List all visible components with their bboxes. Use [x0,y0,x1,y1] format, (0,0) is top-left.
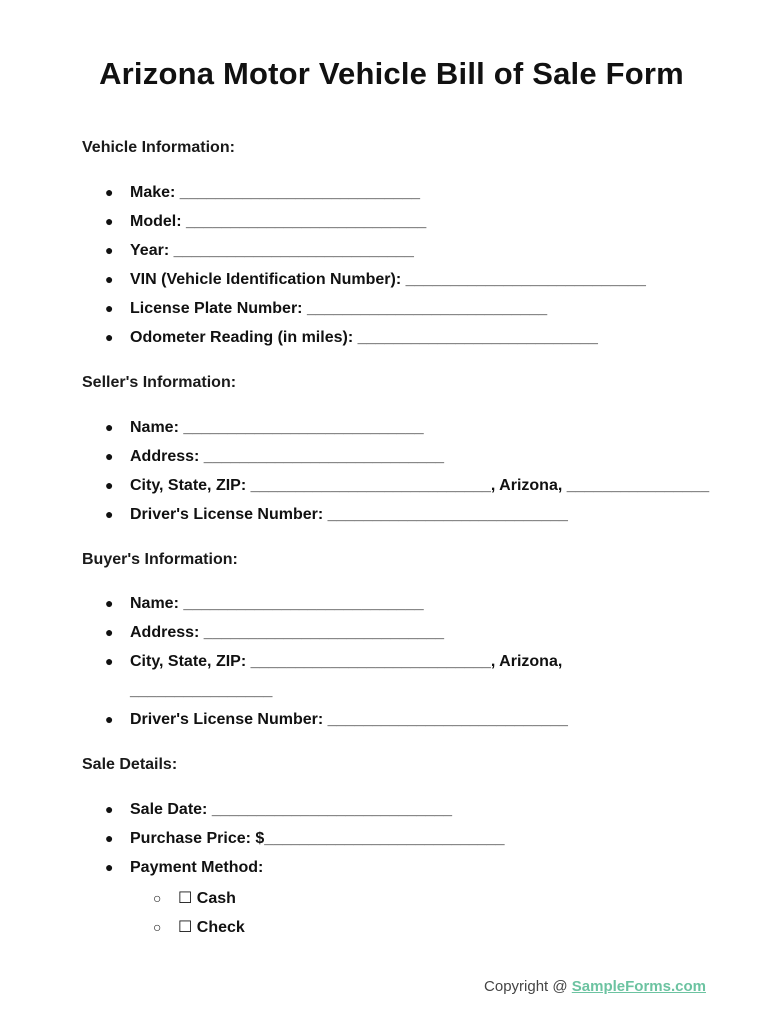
bullet-icon: ● [105,329,114,345]
bullet-icon: ● [105,624,114,640]
bullet-icon: ● [105,213,114,229]
seller-city-field [105,477,709,495]
payment-method-label: Payment Method: [130,859,264,876]
bullet-icon: ● [105,242,114,258]
bullet-icon: ● [105,830,114,846]
bullet-icon: ● [105,595,114,611]
buyer-name-field [105,595,424,613]
vehicle-model-label: Model: ___________________________ [130,213,427,230]
bullet-icon: ● [105,300,114,316]
circle-bullet-icon: ○ [153,919,162,935]
buyer-city-label: City, State, ZIP: ___________________________, Arizona, [130,653,563,670]
page-title: Arizona Motor Vehicle Bill of Sale Form [99,56,684,91]
vehicle-model-field [105,213,426,231]
bullet-icon: ● [105,653,114,669]
seller-license-label: Driver's License Number: ___________________________ [130,506,568,523]
bullet-icon: ● [105,448,114,464]
bullet-icon: ● [105,419,114,435]
buyer-address-field [105,624,444,642]
sale-date-label: Sale Date: ___________________________ [130,801,453,818]
copyright-prefix: Copyright @ [484,978,572,995]
payment-cash-label: ☐ Cash [178,890,236,907]
bullet-icon: ● [105,801,114,817]
buyer-address-label: Address: ___________________________ [130,624,445,641]
payment-cash-option [153,888,236,908]
seller-name-label: Name: ___________________________ [130,419,424,436]
buyer-license-field [105,711,568,729]
vehicle-plate-field [105,300,547,318]
bullet-icon: ● [105,271,114,287]
payment-method-field [105,859,263,877]
vehicle-odometer-field [105,329,598,347]
payment-check-label: ☐ Check [178,919,245,936]
vehicle-section-heading: Vehicle Information: [82,139,235,156]
sale-price-field [105,830,505,848]
seller-license-field [105,506,568,524]
bullet-icon: ● [105,711,114,727]
sale-price-label: Purchase Price: $___________________________ [130,830,505,847]
sale-section-heading: Sale Details: [82,756,178,773]
vehicle-vin-label: VIN (Vehicle Identification Number): ___________________________ [130,271,646,288]
vehicle-year-label: Year: ___________________________ [130,242,414,259]
sale-date-field [105,801,452,819]
bullet-icon: ● [105,477,114,493]
vehicle-plate-label: License Plate Number: ___________________________ [130,300,548,317]
sampleforms-link[interactable]: SampleForms.com [571,978,706,995]
bullet-icon: ● [105,859,114,875]
seller-name-field [105,419,424,437]
buyer-section-heading: Buyer's Information: [82,551,238,568]
copyright-footer [484,978,706,995]
bullet-icon: ● [105,506,114,522]
buyer-name-label: Name: ___________________________ [130,595,424,612]
vehicle-year-field [105,242,414,260]
payment-check-option [153,917,245,937]
buyer-city-field [105,653,562,671]
vehicle-make-field [105,184,420,202]
circle-bullet-icon: ○ [153,890,162,906]
buyer-city-continuation: ________________ [130,682,273,699]
vehicle-make-label: Make: ___________________________ [130,184,421,201]
seller-city-label: City, State, ZIP: ___________________________, Arizona, ________________ [130,477,710,494]
bullet-icon: ● [105,184,114,200]
seller-address-field [105,448,444,466]
buyer-license-label: Driver's License Number: ___________________________ [130,711,568,728]
seller-section-heading: Seller's Information: [82,374,237,391]
seller-address-label: Address: ___________________________ [130,448,445,465]
vehicle-vin-field [105,271,646,289]
vehicle-odometer-label: Odometer Reading (in miles): ___________________________ [130,329,598,346]
